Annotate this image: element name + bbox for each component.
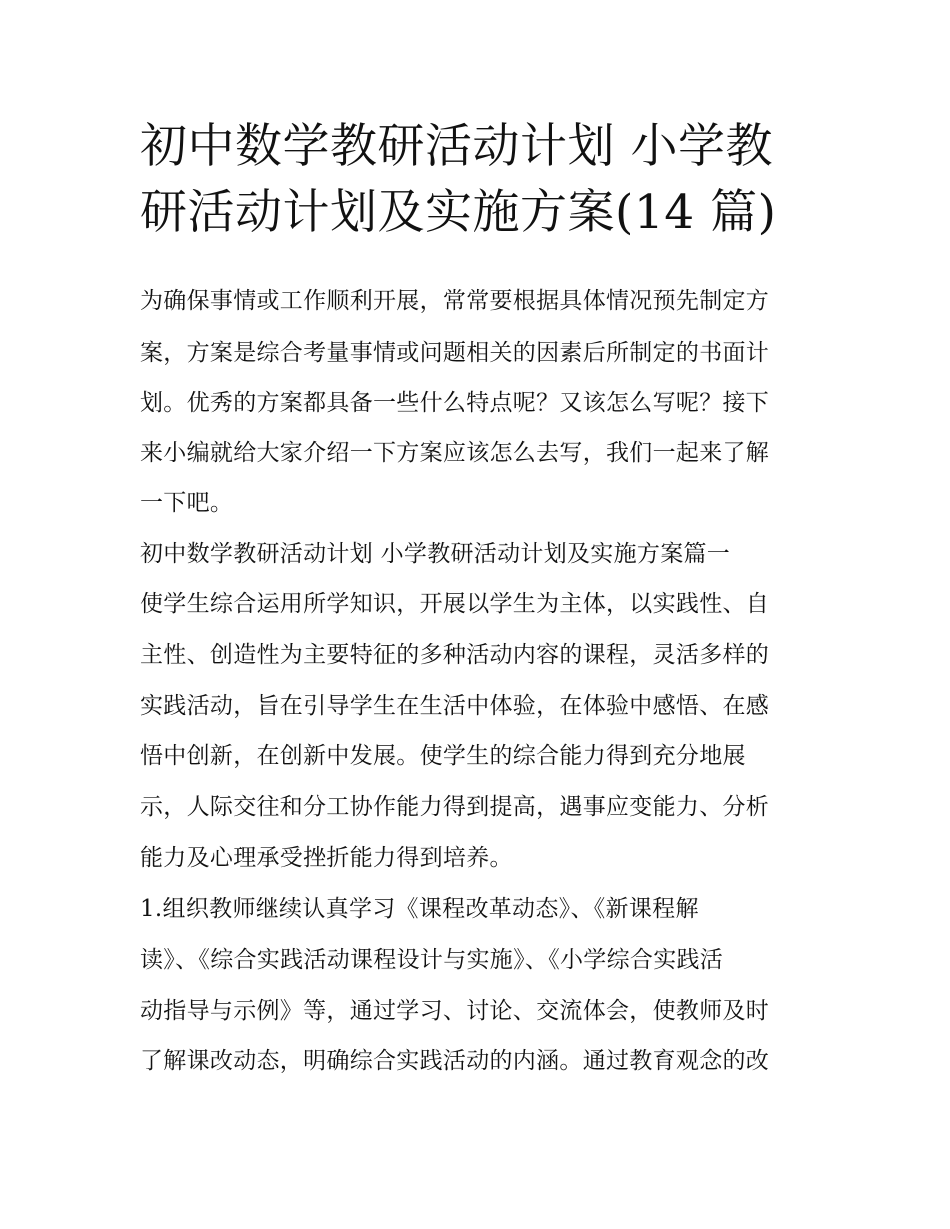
document-title bbox=[140, 114, 820, 246]
title-line-2: 研活动计划及实施方案(14 篇) bbox=[140, 185, 777, 240]
title-line-1: 初中数学教研活动计划 小学教 bbox=[140, 119, 773, 174]
item-line-2: 读》、《综合实践活动课程设计与实施》、《小学综合实践活 bbox=[140, 947, 724, 973]
intro-line-1: 为确保事情或工作顺利开展，常常要根据具体情况预先制定方 bbox=[140, 288, 770, 314]
intro-line-5: 一下吧。 bbox=[140, 490, 234, 516]
section-line-2: 主性、创造性为主要特征的多种活动内容的课程，灵活多样的 bbox=[140, 642, 770, 668]
section-line-1: 使学生综合运用所学知识，开展以学生为主体，以实践性、自 bbox=[140, 591, 770, 617]
item-line-4: 了解课改动态，明确综合实践活动的内涵。通过教育观念的改 bbox=[140, 1048, 770, 1074]
section-line-6: 能力及心理承受挫折能力得到培养。 bbox=[140, 845, 513, 871]
intro-line-4: 来小编就给大家介绍一下方案应该怎么去写，我们一起来了解 bbox=[140, 440, 770, 466]
intro-line-2: 案，方案是综合考量事情或问题相关的因素后所制定的书面计 bbox=[140, 340, 770, 366]
section-line-5: 示，人际交往和分工协作能力得到提高，遇事应变能力、分析 bbox=[140, 794, 770, 820]
item-line-1: 1.组织教师继续认真学习《课程改革动态》、《新课程解 bbox=[140, 896, 699, 922]
section-line-4: 悟中创新，在创新中发展。使学生的综合能力得到充分地展 bbox=[140, 743, 746, 769]
section-line-3: 实践活动，旨在引导学生在生活中体验，在体验中感悟、在感 bbox=[140, 693, 770, 719]
item-line-3: 动指导与示例》等，通过学习、讨论、交流体会，使教师及时 bbox=[140, 998, 770, 1024]
section-heading: 初中数学教研活动计划 小学教研活动计划及实施方案篇一 bbox=[140, 541, 731, 567]
intro-line-3: 划。优秀的方案都具备一些什么特点呢？又该怎么写呢？接下 bbox=[140, 390, 770, 416]
